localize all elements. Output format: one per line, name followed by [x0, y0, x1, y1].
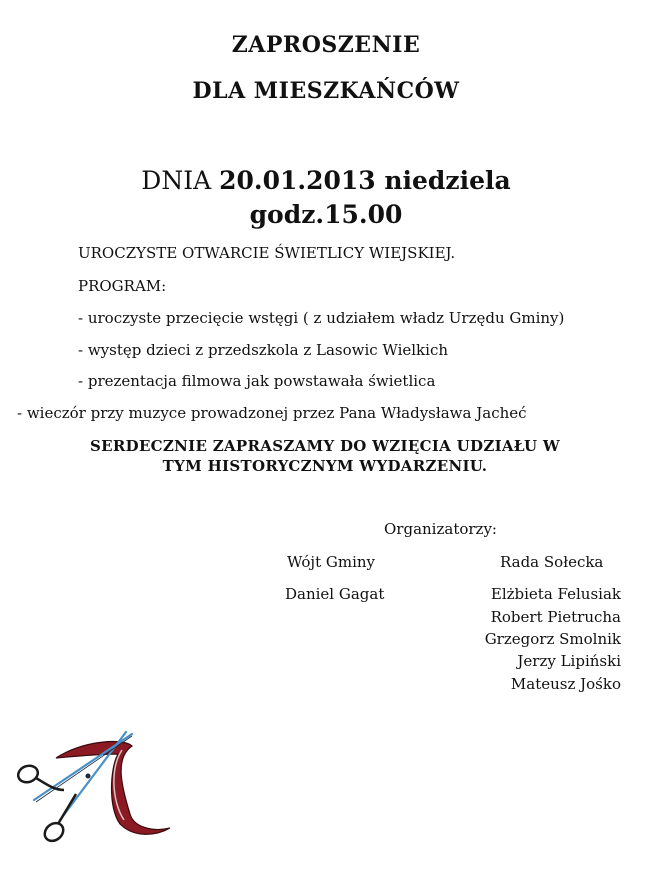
program-item: - uroczyste przecięcie wstęgi ( z udziałem władz Urzędu Gminy): [78, 309, 565, 327]
council-member-name: Robert Pietrucha: [490, 608, 621, 626]
date-day: 20.01.2013 niedziela: [219, 166, 511, 195]
scissors-ribbon-icon: [14, 728, 184, 848]
council-member-name: Mateusz Jośko: [510, 675, 621, 693]
program-label: PROGRAM:: [78, 277, 167, 295]
program-item: - prezentacja filmowa jak powstawała świetlica: [78, 372, 436, 390]
date-prefix: DNIA: [141, 166, 220, 195]
organizers-label: Organizatorzy:: [384, 520, 497, 538]
council-member-name: Elżbieta Felusiak: [490, 585, 621, 603]
left-organizer-role: Wójt Gminy: [287, 553, 376, 571]
title-line-2: DLA MIESZKAŃCÓW: [192, 78, 460, 104]
right-organizer-role: Rada Sołecka: [500, 553, 604, 571]
program-item: - wieczór przy muzyce prowadzonej przez Pana Władysława Jacheć: [17, 404, 527, 422]
council-member-name: Grzegorz Smolnik: [484, 630, 621, 648]
invitation-line-2: TYM HISTORYCZNYM WYDARZENIU.: [162, 457, 488, 475]
scissors-handle: [16, 763, 40, 785]
event-date: [0, 166, 652, 195]
council-member-name: Jerzy Lipiński: [517, 652, 621, 670]
invitation-line-1: SERDECZNIE ZAPRASZAMY DO WZIĘCIA UDZIAŁU W: [90, 437, 560, 455]
scissors-pivot: [86, 774, 91, 779]
program-item: - występ dzieci z przedszkola z Lasowic Wielkich: [78, 341, 449, 359]
scissors-handle: [41, 819, 67, 844]
left-organizer-name: Daniel Gagat: [285, 585, 385, 603]
scissors-shank: [58, 794, 76, 824]
event-time: godz.15.00: [249, 200, 403, 229]
event-title: UROCZYSTE OTWARCIE ŚWIETLICY WIEJSKIEJ.: [78, 244, 456, 262]
title-line-1: ZAPROSZENIE: [231, 32, 421, 58]
ribbon-shape: [56, 742, 170, 835]
